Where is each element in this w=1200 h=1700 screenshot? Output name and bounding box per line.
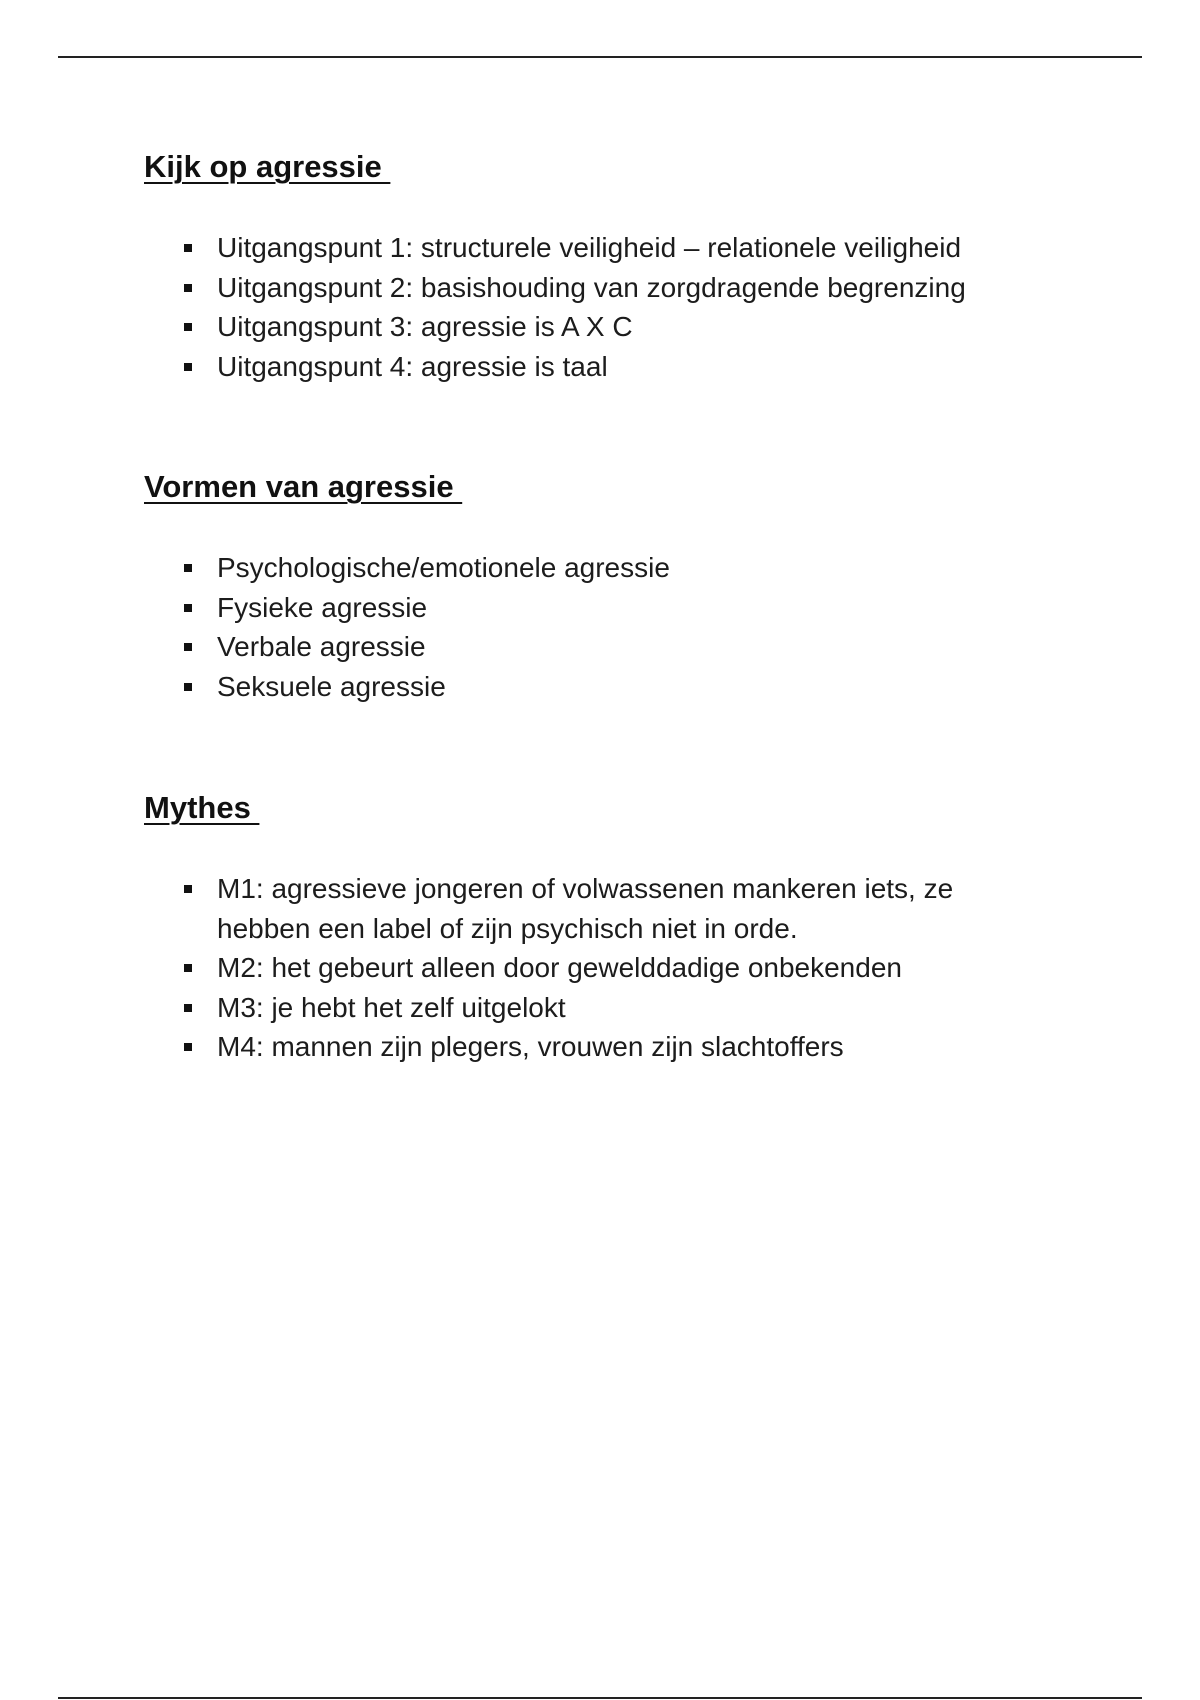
list-item: Uitgangspunt 4: agressie is taal (144, 347, 1044, 387)
square-bullet-icon (184, 244, 192, 252)
list-item: M4: mannen zijn plegers, vrouwen zijn slachtoffers (144, 1027, 1044, 1067)
bullet-list (144, 548, 1044, 706)
section-heading: Vormen van agressie (144, 469, 463, 504)
list-item: Uitgangspunt 1: structurele veiligheid – relationele veiligheid (144, 228, 1044, 268)
square-bullet-icon (184, 323, 192, 331)
square-bullet-icon (184, 885, 192, 893)
list-item: Uitgangspunt 3: agressie is A X C (144, 307, 1044, 347)
square-bullet-icon (184, 363, 192, 371)
list-item: M1: agressieve jongeren of volwassenen mankeren iets, ze hebben een label of zijn psychisch niet in orde. (144, 869, 1044, 948)
square-bullet-icon (184, 643, 192, 651)
section-vormen-van-agressie (144, 468, 1044, 702)
bullet-list (144, 869, 1044, 1067)
list-item: Fysieke agressie (144, 588, 1044, 628)
square-bullet-icon (184, 683, 192, 691)
list-item: M2: het gebeurt alleen door gewelddadige onbekenden (144, 948, 1044, 988)
page-bottom-rule (58, 1697, 1142, 1699)
page-top-rule (58, 56, 1142, 58)
section-heading: Mythes (144, 790, 260, 825)
square-bullet-icon (184, 604, 192, 612)
square-bullet-icon (184, 284, 192, 292)
list-item: Uitgangspunt 2: basishouding van zorgdragende begrenzing (144, 268, 1044, 308)
square-bullet-icon (184, 1043, 192, 1051)
list-item: M3: je hebt het zelf uitgelokt (144, 988, 1044, 1028)
list-item: Seksuele agressie (144, 667, 1044, 707)
list-item: Psychologische/emotionele agressie (144, 548, 1044, 588)
bullet-list (144, 228, 1044, 386)
section-mythes (144, 789, 1044, 1062)
square-bullet-icon (184, 1004, 192, 1012)
square-bullet-icon (184, 964, 192, 972)
section-heading: Kijk op agressie (144, 149, 391, 184)
section-kijk-op-agressie (144, 148, 1044, 382)
square-bullet-icon (184, 564, 192, 572)
list-item: Verbale agressie (144, 627, 1044, 667)
